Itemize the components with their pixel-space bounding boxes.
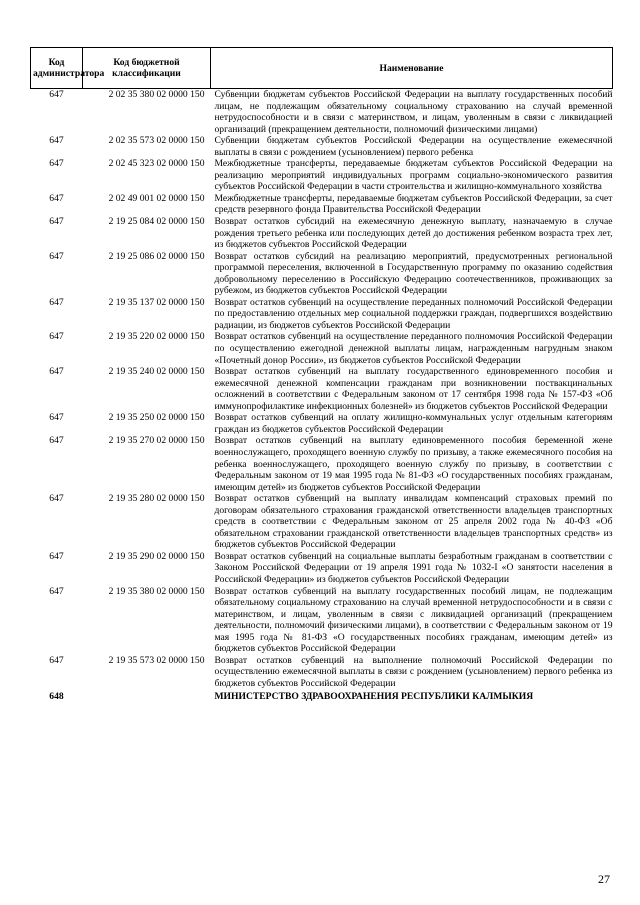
ministry-row	[31, 689, 613, 703]
budget-code-cell: 2 02 35 573 02 0000 150	[108, 135, 205, 147]
name-cell: Возврат остатков субвенций на выплату государственных пособий лицам, не подлежащим обязательному социальному страхованию на случай временной нетрудоспособности и в связи с материнством, и лицам, уволенным в связи с ликвидацией организаций (прекращением деятельности, полномочий физическими лицами), в соответствии с Федеральным законом от 19 мая 1995 года № 81-ФЗ «О государственных пособиях гражданам, имеющим детей» из бюджетов субъектов Российской Федерации	[214, 585, 613, 655]
budget-code-cell: 2 19 35 380 02 0000 150	[108, 585, 205, 597]
budget-code-cell: 2 19 35 137 02 0000 150	[108, 296, 205, 308]
name-cell: Возврат остатков субвенций на осуществление переданного полномочия Российской Федерации по осуществлению ежегодной денежной выплаты лицам, награжденным нагрудным знаком «Почетный донор России», из бюджетов субъектов Российской Федерации	[214, 331, 613, 366]
budget-code-cell: 2 19 35 573 02 0000 150	[108, 654, 205, 666]
admin-code-cell: 647	[49, 331, 64, 343]
header-admin-code: Код администратора	[31, 48, 83, 89]
page-number: 27	[598, 872, 610, 886]
table-row	[31, 435, 613, 493]
ministry-budget-code	[83, 689, 211, 703]
name-cell: Межбюджетные трансферты, передаваемые бюджетам субъектов Российской Федерации, за счет средств резервного фонда Правительства Российской Федерации	[214, 192, 613, 216]
budget-code-cell: 2 02 35 380 02 0000 150	[108, 89, 205, 100]
admin-code-cell: 647	[49, 435, 64, 447]
ministry-admin-code: 648	[49, 691, 64, 703]
budget-code-cell: 2 02 45 323 02 0000 150	[108, 158, 205, 170]
name-cell: Возврат остатков субвенций на выплату государственного единовременного пособия и ежемесячной денежной компенсации гражданам при возникновении поствакцинальных осложнений в соответствии с Федеральным законом от 17 сентября 1998 года № 157-ФЗ «Об иммунопрофилактике инфекционных болезней» из бюджетов субъектов Российской Федерации	[214, 366, 613, 412]
admin-code-cell: 647	[49, 585, 64, 597]
table-row	[31, 135, 613, 158]
admin-code-cell: 647	[49, 135, 64, 147]
admin-code-cell: 647	[49, 654, 64, 666]
table-row	[31, 366, 613, 412]
table-header-row	[31, 48, 613, 89]
admin-code-cell: 647	[49, 89, 64, 100]
table-row	[31, 586, 613, 655]
table-body	[31, 89, 613, 703]
admin-code-cell: 647	[49, 550, 64, 562]
table-row	[31, 551, 613, 586]
name-cell: Возврат остатков субвенций на выполнение полномочий Российской Федерации по осуществлению ежемесячной выплаты в связи с рождением (усыновлением) первого ребенка из бюджетов субъектов Российской Федерации	[214, 654, 613, 689]
header-budget-code: Код бюджетной классификации	[83, 48, 211, 89]
name-cell: Возврат остатков субвенций на оплату жилищно-коммунальных услуг отдельным категориям граждан из бюджетов субъектов Российской Федерации	[214, 412, 613, 435]
budget-classification-table	[30, 47, 613, 703]
budget-code-cell: 2 02 49 001 02 0000 150	[108, 192, 205, 204]
table-row	[31, 216, 613, 251]
admin-code-cell: 647	[49, 296, 64, 308]
table-row	[31, 158, 613, 193]
table-row	[31, 297, 613, 332]
name-cell: Возврат остатков субвенций на выплату единовременного пособия беременной жене военнослужащего, проходящего военную службу по призыву, а также ежемесячного пособия на ребенка военнослужащего, проходящего военную службу по призыву, в соответствии с Федеральным законом от 19 мая 1995 года № 81-ФЗ «О государственных пособиях гражданам, имеющим детей» из бюджетов субъектов Российской Федерации	[214, 435, 613, 493]
name-cell: Межбюджетные трансферты, передаваемые бюджетам субъектов Российской Федерации на реализацию мероприятий индивидуальных программ социально-экономического развития субъектов Российской Федерации в части строительства и жилищно-коммунального хозяйства	[214, 158, 613, 193]
table-row	[31, 89, 613, 136]
name-cell: Возврат остатков субвенций на выплату инвалидам компенсаций страховых премий по договорам обязательного страхования гражданской ответственности владельцев транспортных средств в соответствии с Федеральным законом от 25 апреля 2002 года № 40-ФЗ «Об обязательном страховании гражданской ответственности владельцев транспортных средств» из бюджетов субъектов Российской Федерации	[214, 493, 613, 551]
table-row	[31, 655, 613, 690]
admin-code-cell: 647	[49, 493, 64, 505]
admin-code-cell: 647	[49, 250, 64, 262]
admin-code-cell: 647	[49, 412, 64, 424]
budget-code-cell: 2 19 25 084 02 0000 150	[108, 216, 205, 228]
table-row	[31, 412, 613, 435]
name-cell: Возврат остатков субсидий на ежемесячную денежную выплату, назначаемую в случае рождения третьего ребенка или последующих детей до достижения ребенком возраста трех лет, из бюджетов субъектов Российской Федерации	[214, 216, 613, 251]
budget-code-cell: 2 19 35 280 02 0000 150	[108, 493, 205, 505]
budget-code-cell: 2 19 35 290 02 0000 150	[108, 550, 205, 562]
admin-code-cell: 647	[49, 192, 64, 204]
admin-code-cell: 647	[49, 366, 64, 378]
table-row	[31, 493, 613, 551]
name-cell: Субвенции бюджетам субъектов Российской Федерации на осуществление ежемесячной выплаты в связи с рождением (усыновлением) первого ребенка	[214, 135, 613, 158]
name-cell: Возврат остатков субвенций на социальные выплаты безработным гражданам в соответствии с Законом Российской Федерации от 19 апреля 1991 года № 1032-I «О занятости населения в Российской Федерации» из бюджетов субъектов Российской Федерации	[214, 550, 613, 585]
admin-code-cell: 647	[49, 216, 64, 228]
name-cell: Субвенции бюджетам субъектов Российской Федерации на выплату государственных пособий лицам, не подлежащим обязательному социальному страхованию на случай временной нетрудоспособности и в связи с материнством, и лицам, уволенным в связи с ликвидацией организаций (прекращением деятельности, полномочий физическими лицами)	[214, 89, 613, 135]
name-cell: Возврат остатков субсидий на реализацию мероприятий, предусмотренных региональной программой переселения, включенной в Государственную программу по оказанию содействия добровольному переселению в Российскую Федерацию соотечественников, проживающих за рубежом, из бюджетов субъектов Российской Федерации	[214, 250, 613, 297]
budget-code-cell: 2 19 35 250 02 0000 150	[108, 412, 205, 424]
budget-code-cell: 2 19 35 240 02 0000 150	[108, 366, 205, 378]
name-cell: Возврат остатков субвенций на осуществление переданных полномочий Российской Федерации по предоставлению отдельных мер социальной поддержки граждан, подвергшихся воздействию радиации, из бюджетов субъектов Российской Федерации	[214, 296, 613, 331]
budget-code-cell: 2 19 35 220 02 0000 150	[108, 331, 205, 343]
table-row	[31, 251, 613, 297]
ministry-name: МИНИСТЕРСТВО ЗДРАВООХРАНЕНИЯ РЕСПУБЛИКИ КАЛМЫКИЯ	[214, 691, 534, 703]
budget-code-cell: 2 19 35 270 02 0000 150	[108, 435, 205, 447]
table-row	[31, 193, 613, 216]
table-row	[31, 331, 613, 366]
budget-code-cell: 2 19 25 086 02 0000 150	[108, 250, 205, 262]
header-name: Наименование	[211, 48, 613, 89]
admin-code-cell: 647	[49, 158, 64, 170]
